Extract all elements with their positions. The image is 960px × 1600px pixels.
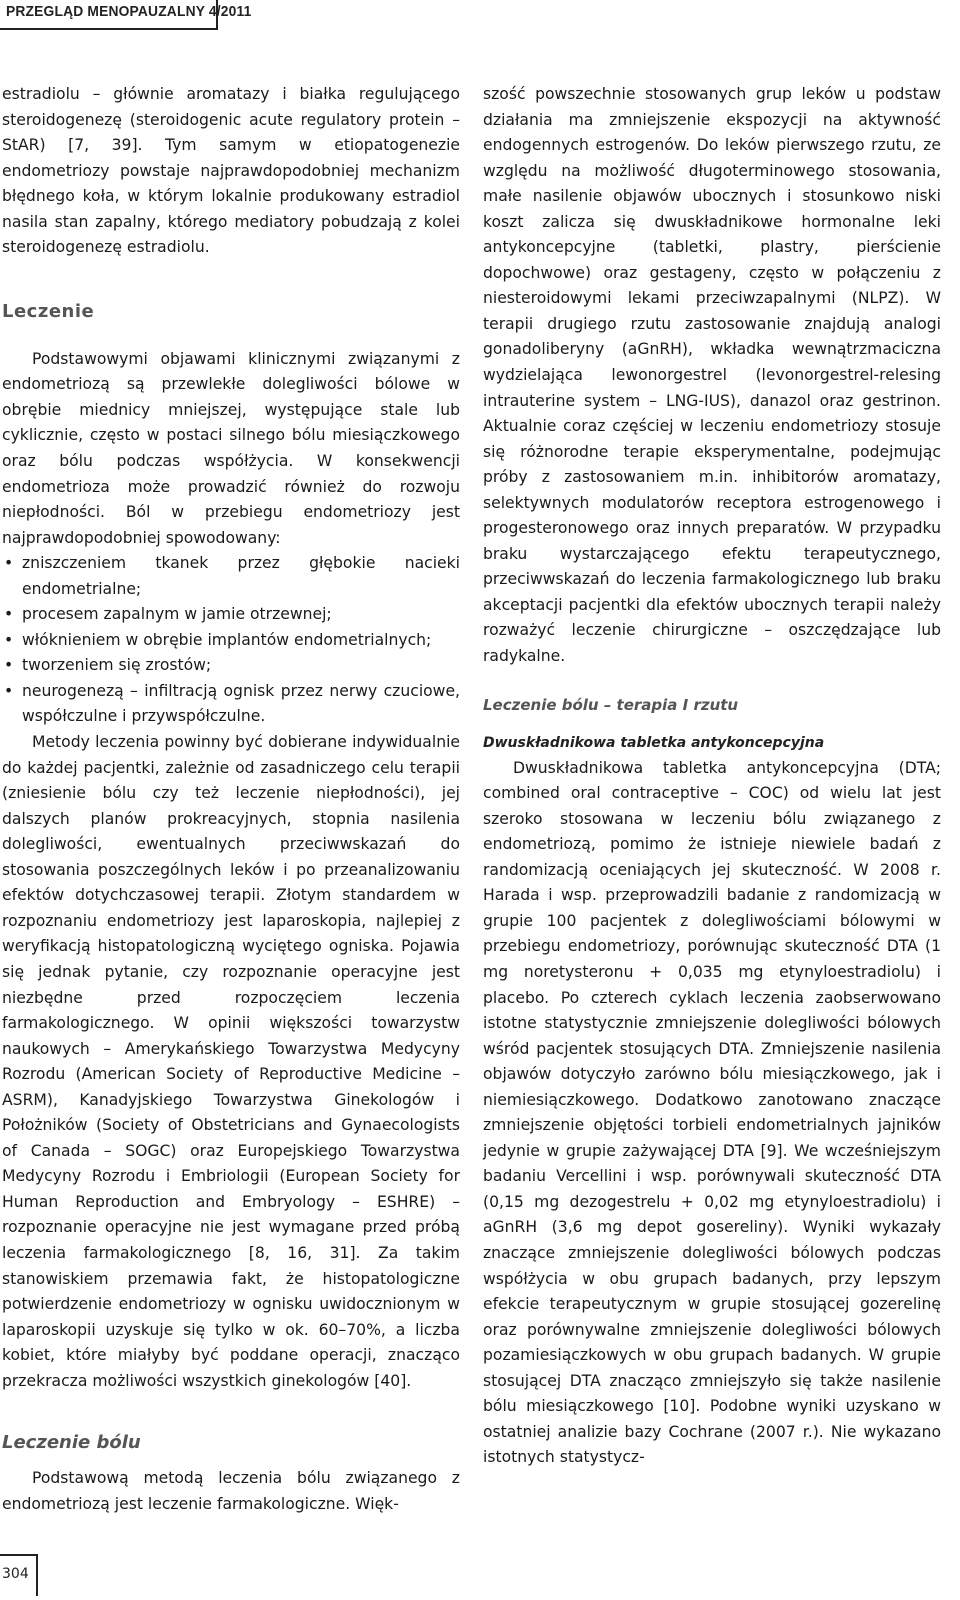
- paragraph-drugs: szość powszechnie stosowanych grup leków u podstaw działania ma zmniejszenie ekspozycji na aktywność endogennych estrogenów. Do leków pierwszego rzutu, ze względu na możliwość długoterminowego stosowania, małe nasilenie objawów ubocznych i stosunkowo niski koszt zalicza się dwuskładnikowe hormonalne leki antykoncepcyjne (tabletki, plastry, pierścienie dopochwowe) oraz gestageny, często w połączeniu z niesteroidowymi lekami przeciwzapalnymi (NLPZ). W terapii drugiego rzutu zastosowanie znajdują analogi gonadoliberyny (aGnRH), wkładka wewnątrzmaciczna wydzielająca lewonorgestrel (levonorgestrel-relesing intrauterine system – LNG-IUS), danazol oraz gestrinon. Aktualnie coraz częściej w leczeniu endometriozy stosuje się różnorodne terapie eksperymentalne, podejmując próby z zastosowaniem m.in. inhibitorów aromatazy, selektywnych modulatorów receptora estrogenowego i progesteronowego oraz innych preparatów. W przypadku braku wystarczającego efektu terapeutycznego, przeciwwskazań do leczenia farmakologicznego lub braku akceptacji pacjentki dla efektów ubocznych terapii należy rozważyć leczenie chirurgiczne – oszczędzające lub radykalne.: [483, 85, 941, 666]
- journal-title: PRZEGLĄD MENOPAUZALNY 4/2011: [6, 3, 252, 20]
- list-item: • procesem zapalnym w jamie otrzewnej;: [2, 602, 460, 628]
- list-item: • neurogenezą – infiltracją ognisk przez nerwy czuciowe, współczulne i przywspółczulne.: [2, 679, 460, 730]
- subsection-heading-tabletka: Dwuskładnikowa tabletka antykoncepcyjna: [483, 734, 825, 751]
- list-item: • włóknieniem w obrębie implantów endometrialnych;: [2, 628, 460, 654]
- list-item: • tworzeniem się zrostów;: [2, 653, 460, 679]
- list-item: • zniszczeniem tkanek przez głębokie nacieki endometrialne;: [2, 551, 460, 602]
- section-heading-terapia-i-rzutu: Leczenie bólu – terapia I rzutu: [483, 695, 739, 714]
- pain-causes-list: [2, 551, 460, 730]
- section-heading-leczenie-bolu: Leczenie bólu: [2, 1432, 141, 1454]
- paragraph-pain-treatment: Podstawową metodą leczenia bólu związanego z endometriozą jest leczenie farmakologiczne. Więk-: [2, 1469, 460, 1513]
- paragraph-symptoms: Podstawowymi objawami klinicznymi związanymi z endometriozą są przewlekłe dolegliwości bólowe w obrębie miednicy mniejszej, występujące stale lub cyklicznie, często w postaci silnego bólu miesiączkowego oraz bólu podczas współżycia. W konsekwencji endometrioza może prowadzić również do rozwoju niepłodności. Ból w przebiegu endometriozy jest najprawdopodobniej spowodowany:: [2, 349, 460, 547]
- paragraph-methods: Metody leczenia powinny być dobierane indywidualnie do każdej pacjentki, zależnie od zasadniczego celu terapii (zniesienie bólu czy też leczenie niepłodności), jej dalszych planów prokreacyjnych, stopnia nasilenia dolegliwości, ewentualnych przeciwwskazań do stosowania poszczególnych leków i po przeanalizowaniu efektów dotychczasowej terapii. Złotym standardem w rozpoznaniu endometriozy jest laparoskopia, najlepiej z weryfikacją histopatologiczną wyciętego ogniska. Pojawia się jednak pytanie, czy rozpoznanie operacyjne jest niezbędne przed rozpoczęciem leczenia farmakologicznego. W opinii większości towarzystw naukowych – Amerykańskiego Towarzystwa Medycyny Rozrodu (American Society of Reproductive Medicine – ASRM), Kanadyjskiego Towarzystwa Ginekologów i Położników (Society of Obstetricians and Gynaecologists of Canada – SOGC) oraz Europejskiego Towarzystwa Medycyny Rozrodu i Embriologii (European Society for Human Reproduction and Embryology – ESHRE) – rozpoznanie operacyjne nie jest wymagane przed próbą leczenia farmakologicznego [8, 16, 31]. Za takim stanowiskiem przemawia fakt, że histopatologiczne potwierdzenie endometriozy w ognisku uwidocznionym w laparoskopii uzyskuje się tylko w ok. 60–70%, a liczba kobiet, które miałyby być poddane operacji, znacząco przekracza możliwości wszystkich ginekologów [40].: [2, 733, 460, 1390]
- right-column: [483, 82, 941, 1471]
- section-heading-leczenie: Leczenie: [2, 300, 95, 322]
- paragraph-dta: Dwuskładnikowa tabletka antykoncepcyjna (DTA; combined oral contraceptive – COC) od wielu lat jest szeroko stosowana w leczeniu bólu związanego z endometriozą, pomimo że istnieje niewiele badań z randomizacją oceniających jej skuteczność. W 2008 r. Harada i wsp. przeprowadzili badanie z randomizacją w grupie 100 pacjentek z dolegliwościami bólowymi w przebiegu endometriozy, porównując skuteczność DTA (1 mg noretysteronu + 0,035 mg etynyloestradiolu) i placebo. Po czterech cyklach leczenia zaobserwowano istotne statystycznie zmniejszenie dolegliwości bólowych wśród pacjentek stosujących DTA. Zmniejszenie nasilenia objawów dotyczyło zarówno bólu miesiączkowego, jak i niemiesiączkowego. Dodatkowo zanotowano znaczące zmniejszenie objętości torbieli endometrialnych jajników jedynie w grupie zażywającej DTA [9]. We wcześniejszym badaniu Vercellini i wsp. porównywali skuteczność DTA (0,15 mg dezogestrelu + 0,02 mg etynyloestradiolu) i aGnRH (3,6 mg depot gosereliny). Wyniki wykazały znaczące zmniejszenie dolegliwości bólowych podczas współżycia w obu grupach badanych, przy lepszym efekcie terapeutycznym w grupie stosującej gozerelinę oraz porównywalne zmniejszenie dolegliwości bólowych pozamiesiączkowych w obu grupach badanych. W grupie stosującej DTA znacząco zmniejszyło się także nasilenie bólu miesiączkowego [10]. Podobne wyniki uzyskano w ostatniej analizie bazy Cochrane (2007 r.). Nie wykazano istotnych statystycz-: [483, 758, 941, 1467]
- left-column: [2, 82, 460, 1517]
- intro-paragraph: estradiolu – głównie aromatazy i białka regulującego steroidogenezę (steroidogenic acute regulatory protein – StAR) [7, 39]. Tym samym w etiopatogenezie endometriozy powstaje najprawdopodobniej mechanizm błędnego koła, w którym lokalnie produkowany estradiol nasila stan zapalny, którego mediatory pobudzają z kolei steroidogenezę estradiolu.: [2, 85, 460, 257]
- page-number: 304: [2, 1566, 29, 1582]
- page-header: [0, 0, 960, 34]
